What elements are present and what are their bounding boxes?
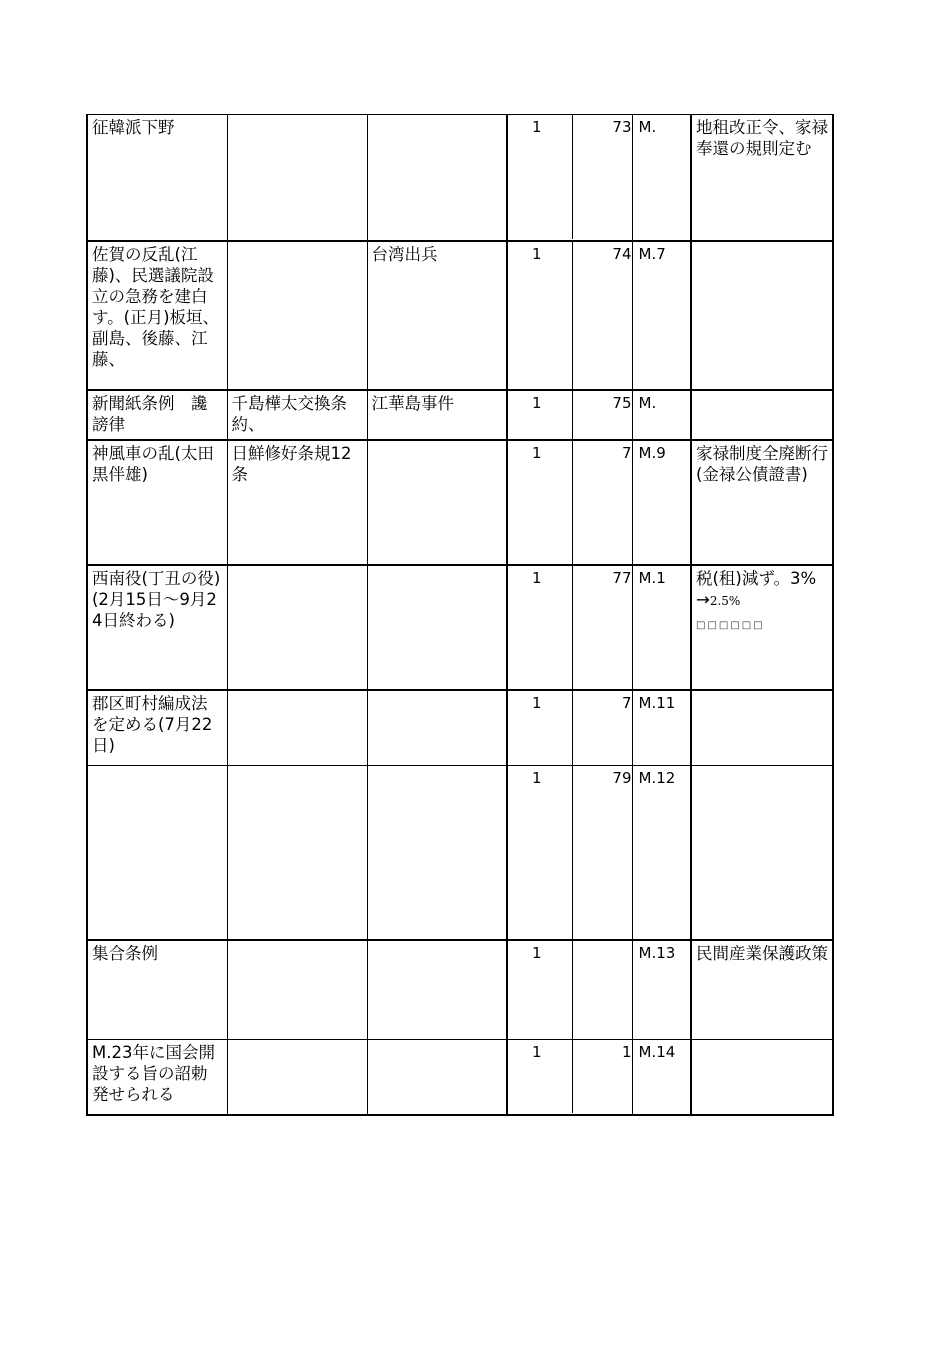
domestic-event-cell: 神風車の乱(太田黒伴雄) xyxy=(87,440,227,565)
year-prefix: 1 xyxy=(532,244,542,263)
era-cell: M. xyxy=(632,115,691,241)
foreign-treaty-cell: 日鮮修好条規12条 xyxy=(227,440,367,565)
year-suffix: 73 xyxy=(612,118,632,136)
economy-cell: 地租改正令、家禄奉還の規則定む xyxy=(691,115,833,241)
table-row xyxy=(87,1040,833,1115)
year-cell xyxy=(507,241,632,390)
foreign-event-cell xyxy=(367,940,507,1040)
foreign-treaty-cell xyxy=(227,940,367,1040)
foreign-event-cell xyxy=(367,765,507,940)
year-cell xyxy=(507,440,632,565)
year-prefix: 1 xyxy=(532,693,542,712)
table-row xyxy=(87,940,833,1040)
chronology-sheet xyxy=(86,114,832,1116)
year-suffix: 79 xyxy=(612,768,632,787)
table-row xyxy=(87,565,833,690)
year-suffix: 7 xyxy=(621,693,632,712)
foreign-event-cell xyxy=(367,565,507,690)
foreign-treaty-cell xyxy=(227,115,367,241)
era-cell: M.13 xyxy=(632,940,691,1040)
economy-cell: 民間産業保護政策 xyxy=(691,940,833,1040)
foreign-treaty-cell xyxy=(227,690,367,766)
era-cell: M.7 xyxy=(632,241,691,390)
year-cell xyxy=(507,390,632,440)
era-cell: M.12 xyxy=(632,765,691,940)
economy-cell xyxy=(691,690,833,766)
year-prefix: 1 xyxy=(532,768,542,787)
year-cell xyxy=(507,765,632,940)
table-row xyxy=(87,115,833,241)
domestic-event-cell: M.23年に国会開設する旨の詔勅発せられる xyxy=(87,1040,227,1115)
economy-cell xyxy=(691,1040,833,1115)
year-cell xyxy=(507,1040,632,1115)
domestic-event-cell: 新聞紙条例 讒謗律 xyxy=(87,390,227,440)
foreign-treaty-cell xyxy=(227,1040,367,1115)
year-prefix: 1 xyxy=(532,568,542,587)
year-cell xyxy=(507,690,632,766)
year-suffix: 77 xyxy=(612,568,632,587)
year-cell xyxy=(507,940,632,1040)
era-cell: M.14 xyxy=(632,1040,691,1115)
tax-reduction-text: 税(租)減ず。3%→ xyxy=(696,568,817,609)
foreign-event-cell: 台湾出兵 xyxy=(367,241,507,390)
economy-cell xyxy=(691,765,833,940)
table-row xyxy=(87,390,833,440)
garbled-text: □□□□□□ xyxy=(696,619,765,631)
domestic-event-cell: 西南役(丁丑の役)(2月15日～9月24日終わる) xyxy=(87,565,227,690)
foreign-treaty-cell xyxy=(227,565,367,690)
foreign-event-cell xyxy=(367,1040,507,1115)
chronology-table xyxy=(86,114,834,1116)
year-suffix: 7 xyxy=(621,443,632,462)
foreign-event-cell xyxy=(367,115,507,241)
economy-cell xyxy=(691,565,833,690)
economy-cell xyxy=(691,390,833,440)
domestic-event-cell: 郡区町村編成法を定める(7月22日) xyxy=(87,690,227,766)
foreign-event-cell xyxy=(367,690,507,766)
year-cell xyxy=(507,565,632,690)
table-row xyxy=(87,241,833,390)
foreign-event-cell xyxy=(367,440,507,565)
tax-rate-text: 2.5% xyxy=(709,593,741,608)
domestic-event-cell xyxy=(87,765,227,940)
table-row xyxy=(87,765,833,940)
year-suffix: 74 xyxy=(612,244,632,263)
economy-cell xyxy=(691,241,833,390)
foreign-treaty-cell xyxy=(227,765,367,940)
era-cell: M.1 xyxy=(632,565,691,690)
domestic-event-cell: 佐賀の反乱(江藤)、民選議院設立の急務を建白す。(正月)板垣、副島、後藤、江藤、 xyxy=(87,241,227,390)
year-prefix: 1 xyxy=(532,118,542,136)
year-prefix: 1 xyxy=(532,944,542,962)
domestic-event-cell: 集合条例 xyxy=(87,940,227,1040)
year-prefix: 1 xyxy=(532,443,542,462)
era-cell: M.11 xyxy=(632,690,691,766)
year-prefix: 1 xyxy=(532,1043,542,1061)
table-row xyxy=(87,440,833,565)
era-cell: M. xyxy=(632,390,691,440)
domestic-event-cell: 征韓派下野 xyxy=(87,115,227,241)
foreign-treaty-cell: 千島樺太交換条約、 xyxy=(227,390,367,440)
year-suffix: 75 xyxy=(612,393,632,412)
year-prefix: 1 xyxy=(532,393,542,412)
year-cell xyxy=(507,115,632,241)
table-row xyxy=(87,690,833,766)
foreign-event-cell: 江華島事件 xyxy=(367,390,507,440)
year-suffix: 1 xyxy=(621,1043,632,1061)
foreign-treaty-cell xyxy=(227,241,367,390)
economy-cell: 家禄制度全廃断行(金禄公債證書) xyxy=(691,440,833,565)
era-cell: M.9 xyxy=(632,440,691,565)
